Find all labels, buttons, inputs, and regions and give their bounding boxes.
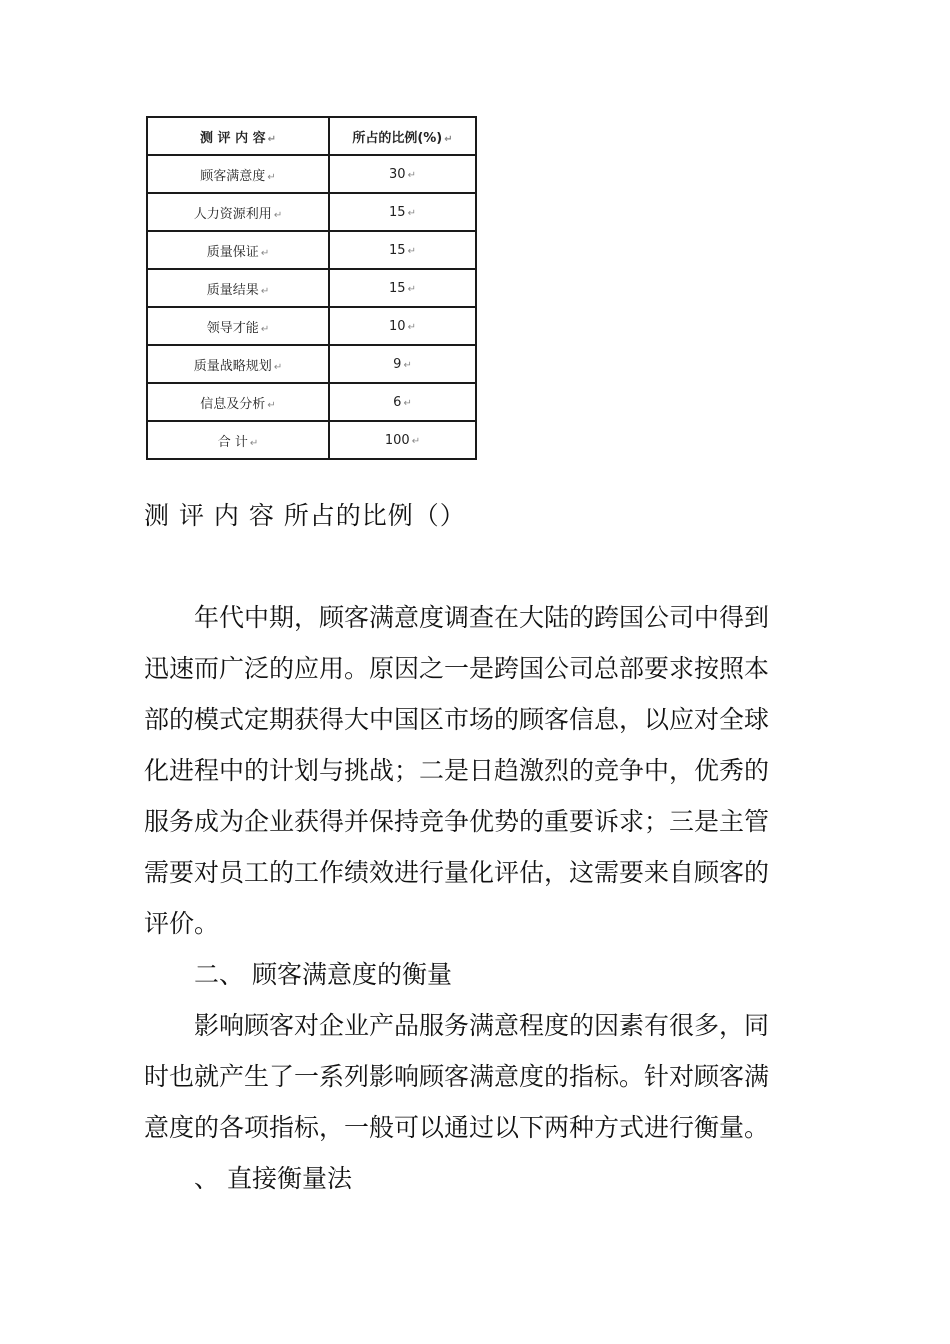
row-value: 10 ↵ [329, 307, 476, 345]
row-item: 合 计 ↵ [147, 421, 329, 459]
paragraph-mark-icon: ↵ [260, 285, 270, 297]
row-item: 信息及分析 ↵ [147, 383, 329, 421]
table-row [147, 155, 476, 193]
subsection-heading: 、 直接衡量法 [194, 1164, 352, 1193]
paragraph-mark-icon: ↵ [444, 133, 453, 145]
table-total-row [147, 421, 476, 459]
paragraph-mark-icon: ↵ [403, 359, 412, 371]
paragraph-mark-icon: ↵ [267, 133, 276, 145]
table-row [147, 307, 476, 345]
row-item: 顾客满意度 ↵ [147, 155, 329, 193]
paragraph-mark-icon: ↵ [249, 437, 259, 449]
paragraph-mark-icon: ↵ [260, 323, 270, 335]
paragraph-mark-icon: ↵ [407, 169, 416, 181]
row-value: 30 ↵ [329, 155, 476, 193]
table-row [147, 269, 476, 307]
table-row [147, 193, 476, 231]
paragraph-mark-icon: ↵ [407, 321, 416, 333]
row-value: 15 ↵ [329, 269, 476, 307]
table-row [147, 345, 476, 383]
table-header-row [147, 117, 476, 155]
header-evaluation-content: 测 评 内 容 ↵ [147, 117, 329, 155]
row-value: 15 ↵ [329, 193, 476, 231]
paragraph-mark-icon: ↵ [260, 247, 270, 259]
paragraph-mark-icon: ↵ [407, 207, 416, 219]
paragraph-mark-icon: ↵ [411, 435, 421, 447]
row-item: 质量保证 ↵ [147, 231, 329, 269]
row-item: 质量战略规划 ↵ [147, 345, 329, 383]
row-value: 15 ↵ [329, 231, 476, 269]
row-item: 领导才能 ↵ [147, 307, 329, 345]
header-weight-percent: 所占的比例(%) ↵ [329, 117, 476, 155]
table-row [147, 383, 476, 421]
paragraph-mark-icon: ↵ [407, 245, 416, 257]
paragraph-mark-icon: ↵ [267, 171, 276, 183]
row-value: 100 ↵ [329, 421, 476, 459]
evaluation-weight-table [146, 116, 477, 460]
paragraph-mark-icon: ↵ [273, 209, 283, 221]
paragraph-mark-icon: ↵ [407, 283, 416, 295]
row-value: 6 ↵ [329, 383, 476, 421]
table-row [147, 231, 476, 269]
table-caption: 测 评 内 容 所占的比例（） [144, 501, 466, 530]
paragraph: 影响顾客对企业产品服务满意程度的因素有很多，同时也就产生了一系列影响顾客满意度的指标。针对顾客满意度的各项指标，一般可以通过以下两种方式进行衡量。 [144, 1011, 770, 1142]
row-item: 人力资源利用 ↵ [147, 193, 329, 231]
paragraph: 年代中期，顾客满意度调查在大陆的跨国公司中得到迅速而广泛的应用。原因之一是跨国公司总部要求按照本部的模式定期获得大中国区市场的顾客信息，以应对全球化进程中的计划与挑战；二是日趋激烈的竞争中，优秀的服务成为企业获得并保持竞争优势的重要诉求；三是主管需要对员工的工作绩效进行量化评估，这需要来自顾客的评价。 [144, 603, 770, 938]
paragraph-mark-icon: ↵ [273, 361, 283, 373]
paragraph-mark-icon: ↵ [267, 399, 276, 411]
row-value: 9 ↵ [329, 345, 476, 383]
paragraph-mark-icon: ↵ [403, 397, 412, 409]
section-heading: 二、 顾客满意度的衡量 [194, 960, 452, 989]
row-item: 质量结果 ↵ [147, 269, 329, 307]
body-text [144, 592, 784, 1204]
